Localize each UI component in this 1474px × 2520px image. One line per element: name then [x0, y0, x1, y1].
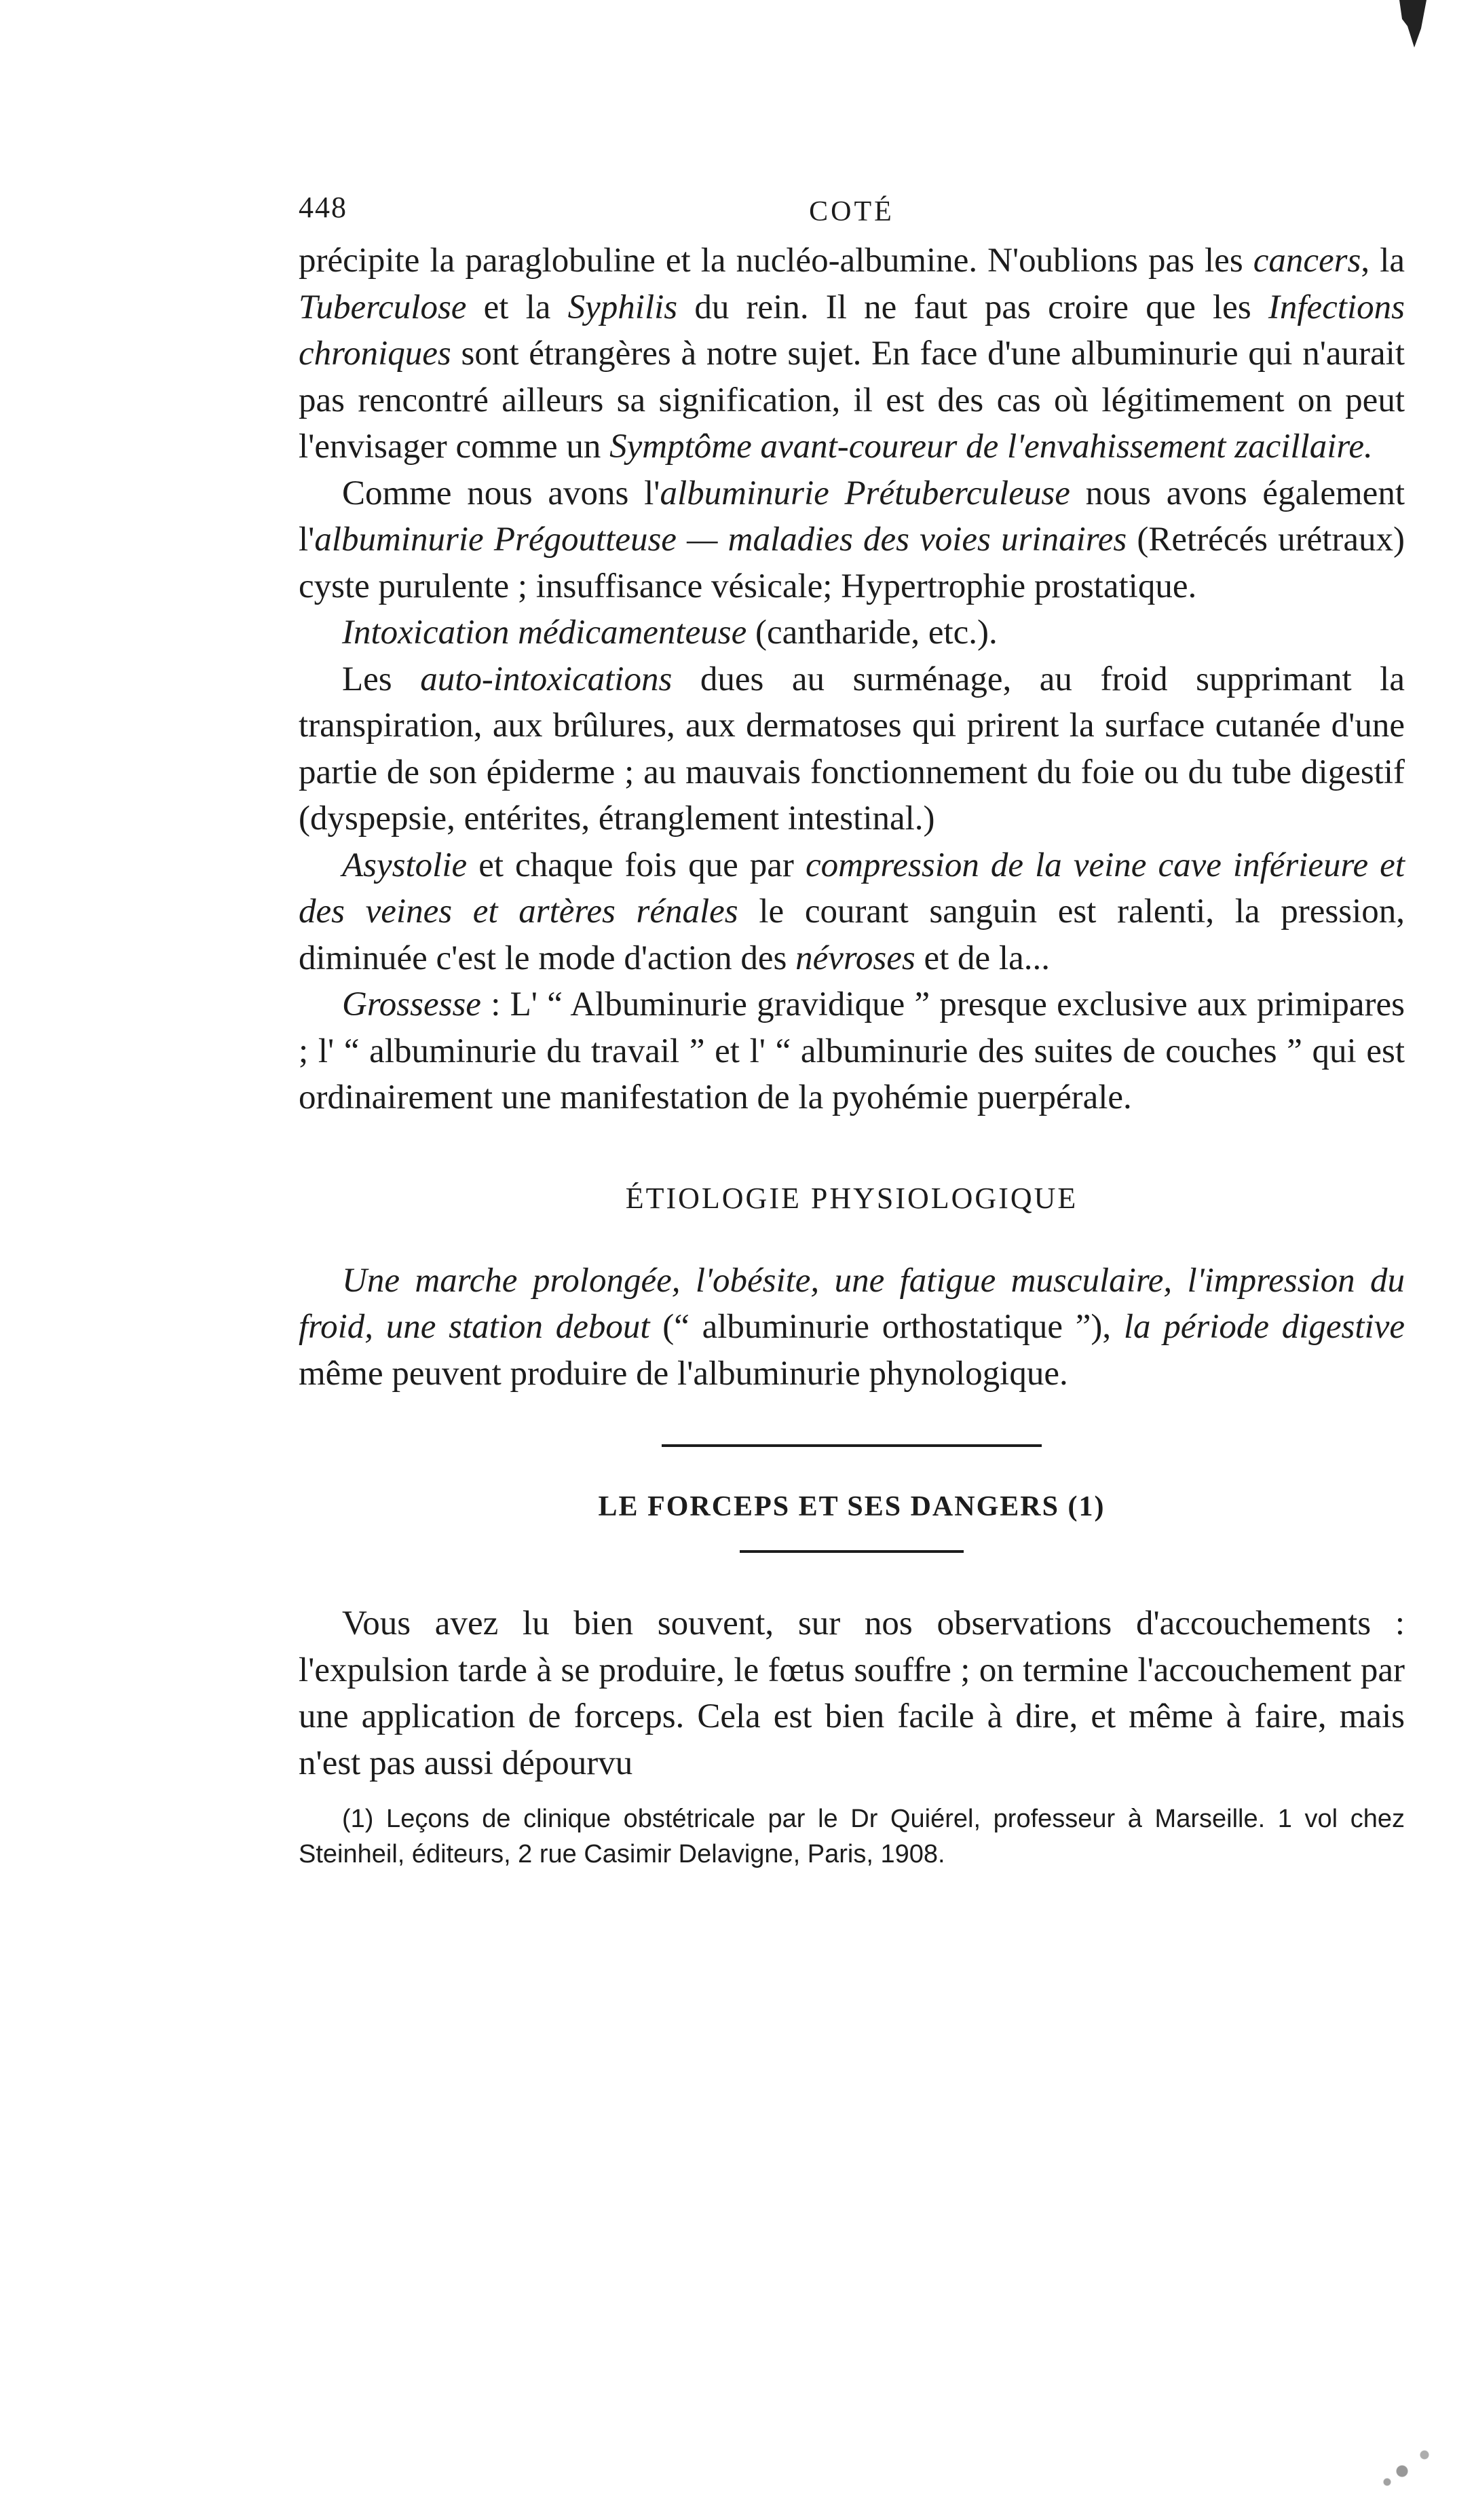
paragraph-etiologie: Une marche prolongée, l'obésite, une fatigue musculaire, l'impression du froid, une station debout (“ albuminurie orthostatique ”), la période digestive même peuvent produire de l'albuminurie phynologique.: [299, 1261, 1405, 1393]
paragraph-forceps: Vous avez lu bien souvent, sur nos observations d'accouchements : l'expulsion tarde à se produire, le fœtus souffre ; on termine l'accouchement par une application de forceps. Cela est bien facile à dire, et même à faire, mais n'est pas aussi dépourvu: [299, 1604, 1405, 1782]
running-title: COTÉ: [809, 196, 894, 227]
paragraph-2: Comme nous avons l'albuminurie Prétuberculeuse nous avons également l'albuminurie Prégoutteuse — maladies des voies urinaires (Retrécés urétraux) cyste purulente ; insuffisance vésicale; Hypertrophie prostatique.: [299, 474, 1405, 605]
paragraph-1: précipite la paraglobuline et la nucléo-albumine. N'oublions pas les cancers, la Tuberculose et la Syphilis du rein. Il ne faut pas croire que les Infections chroniques sont étrangères à notre sujet. En face d'une albuminurie qui n'aurait pas rencontré ailleurs sa signification, il est des cas où légitimement on peut l'envisager comme un Symptôme avant-coureur de l'envahissement zacillaire.: [299, 242, 1405, 466]
page: [299, 183, 1405, 1872]
page-number: 448: [299, 191, 347, 224]
footnote: (1) Leçons de clinique obstétricale par le Dr Quiérel, professeur à Marseille. 1 vol chez Steinheil, éditeurs, 2 rue Casimir Delavigne, Paris, 1908.: [299, 1805, 1405, 1868]
running-head: [299, 183, 1405, 238]
chapter-heading-forceps: LE FORCEPS ET SES DANGERS (1): [598, 1491, 1106, 1522]
section-heading-etiologie: ÉTIOLOGIE PHYSIOLOGIQUE: [625, 1181, 1078, 1215]
paragraph-3: Intoxication médicamenteuse (cantharide, etc.).: [342, 614, 998, 652]
corner-ink-mark: [1399, 0, 1426, 48]
heading-underline: [740, 1550, 964, 1553]
paragraph-4: Les auto-intoxications dues au surménage, au froid supprimant la transpiration, aux brûlures, aux dermatoses qui prirent la surface cutanée d'une partie de son épiderme ; au mauvais fonctionnement du foie ou du tube digestif (dyspepsie, entérites, étranglement intestinal.): [299, 660, 1405, 838]
paragraph-6: Grossesse : L' “ Albuminurie gravidique ” presque exclusive aux primipares ; l' “ albuminurie du travail ” et l' “ albuminurie des suites de couches ” qui est ordinairement une manifestation de la pyohémie puerpérale.: [299, 985, 1405, 1116]
paragraph-5: Asystolie et chaque fois que par compression de la veine cave inférieure et des veines et artères rénales le courant sanguin est ralenti, la pression, diminuée c'est le mode d'action des névroses et de la...: [299, 846, 1405, 977]
corner-speck: [1372, 2439, 1447, 2493]
section-divider: [662, 1444, 1042, 1447]
